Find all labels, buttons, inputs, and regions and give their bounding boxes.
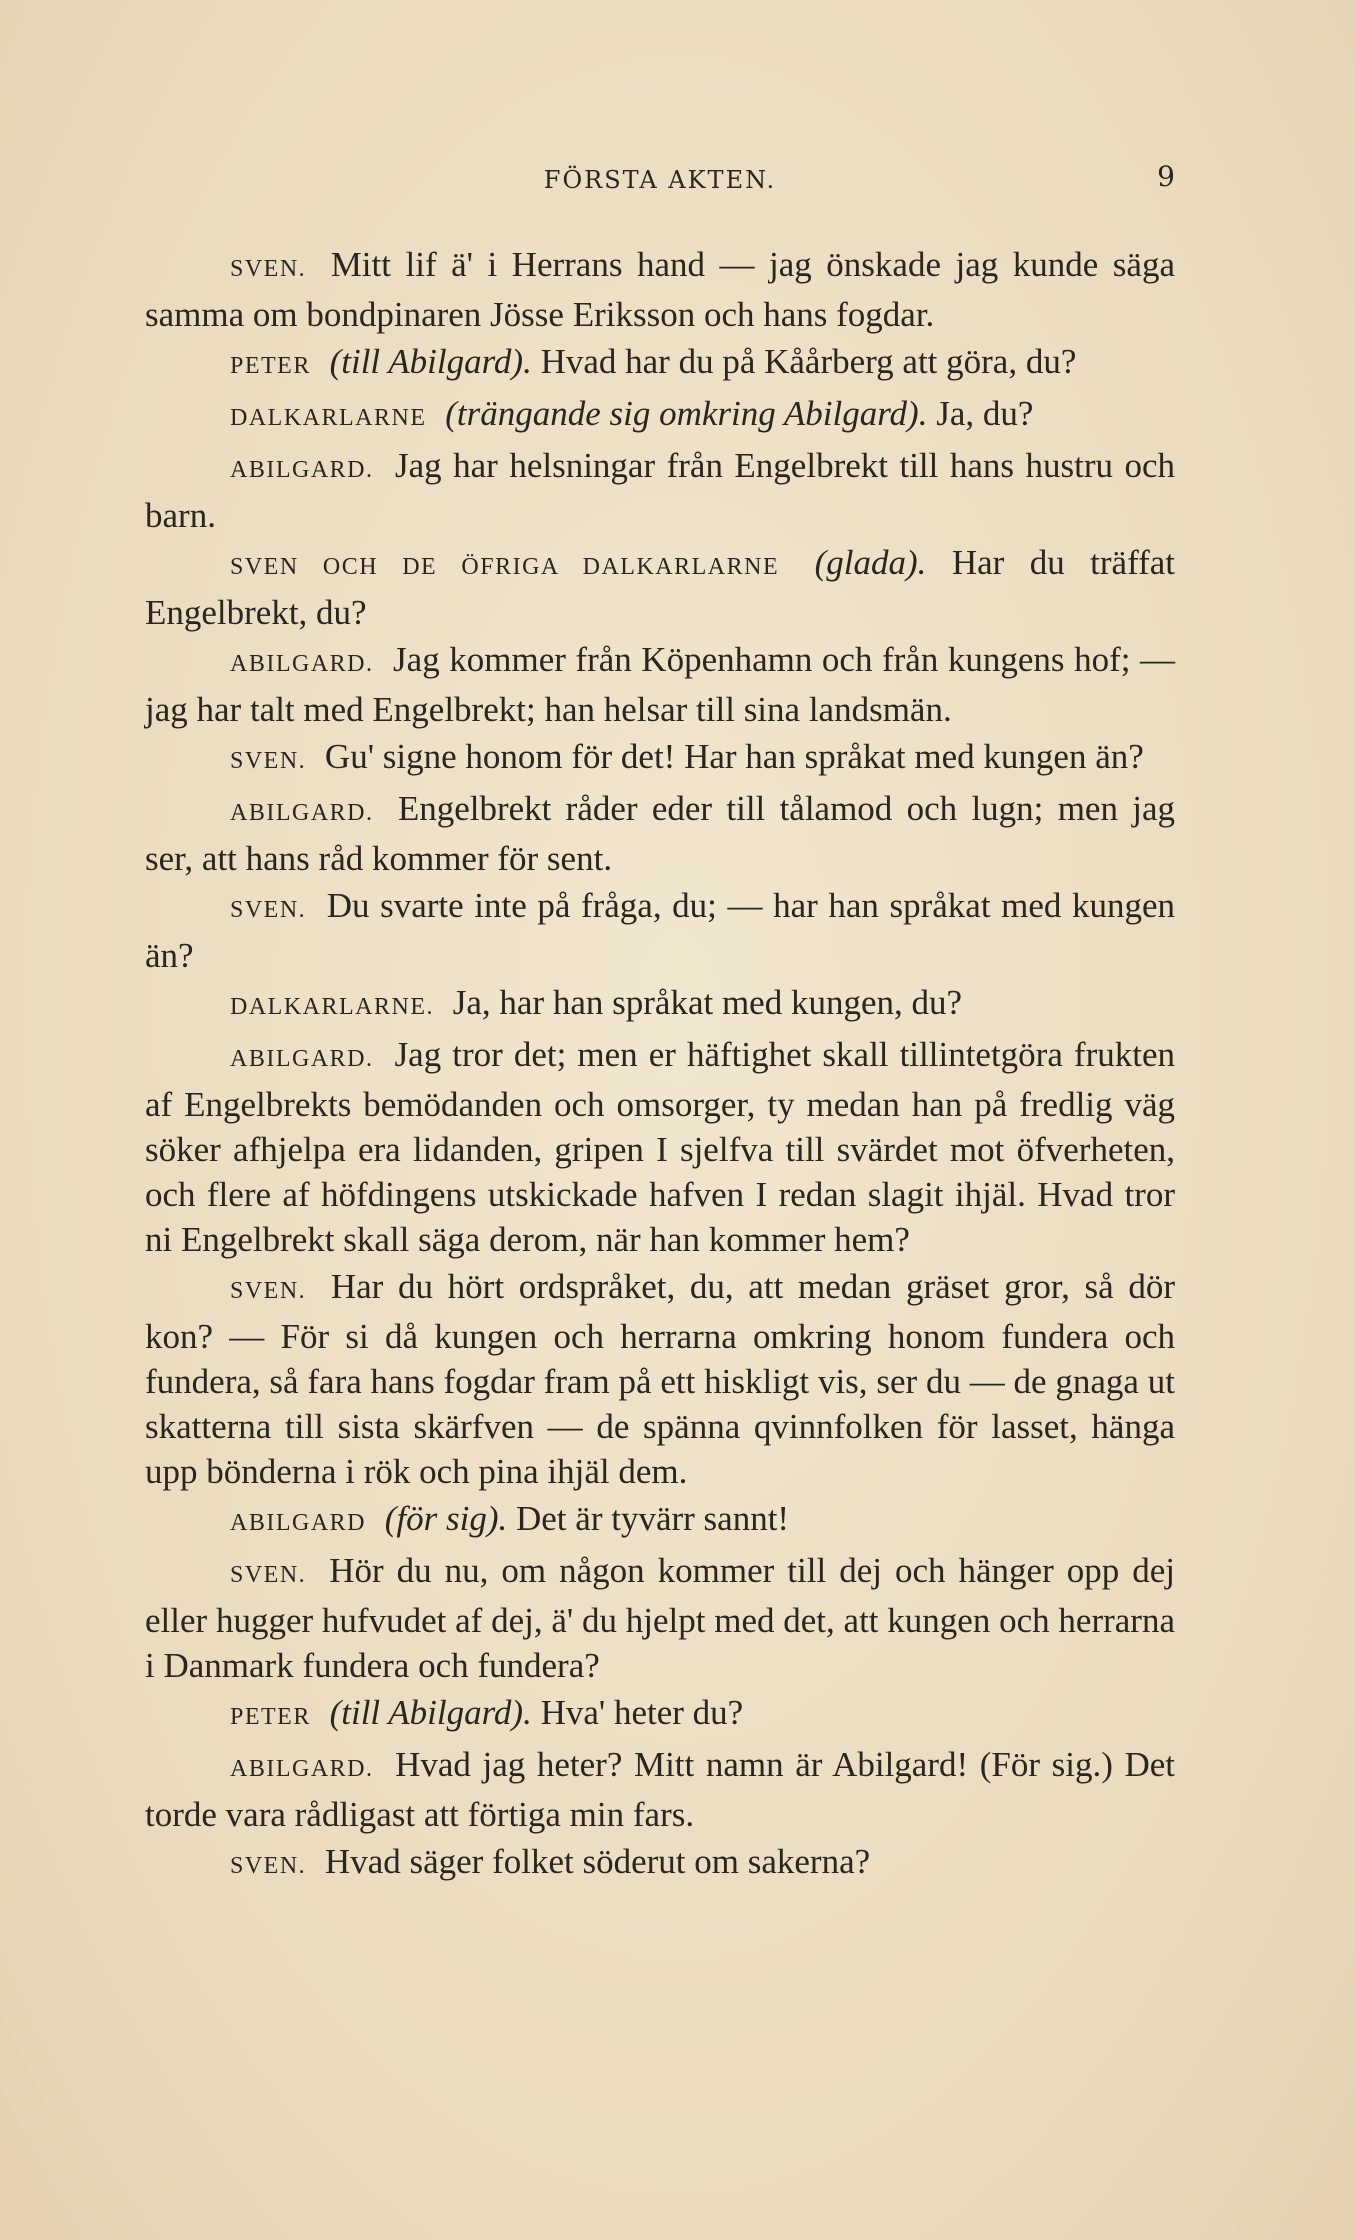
speech-text: Gu' signe honom för det! Har han språkat med kungen än?: [324, 737, 1144, 776]
speech-text: Jag kommer från Köpenhamn och från kungens hof; — jag har talt med Engelbrekt; han helsar till sina landsmän.: [145, 640, 1176, 729]
stage-direction: (glada).: [814, 543, 927, 582]
running-title: FÖRSTA AKTEN.: [543, 166, 777, 194]
speaker-name: ABILGARD.: [230, 457, 374, 483]
book-page: [145, 160, 1175, 1891]
speaker-name: SVEN.: [230, 897, 307, 923]
speech-text: Engelbrekt råder eder till tålamod och lugn; men jag ser, att hans råd kommer för sent.: [145, 789, 1176, 878]
speech-text: Det är tyvärr sannt!: [516, 1499, 790, 1538]
dialogue-line: [145, 339, 1175, 389]
speech-text: Har du hört ordspråket, du, att medan gräset gror, så dör kon? — För si då kungen och herrarna omkring honom fundera och fundera, så fara hans fogdar fram på ett hiskligt vis, ser du — de gnaga ut skatterna till sista skärfven — de spänna qvinnfolken för lasset, hänga upp bönderna i rök och pina ihjäl dem.: [145, 1267, 1176, 1491]
dialogue-line: [145, 540, 1175, 635]
speaker-name: ABILGARD: [230, 1510, 366, 1536]
speaker-name: ABILGARD.: [230, 800, 374, 826]
speaker-name: DALKARLARNE: [230, 405, 427, 431]
dialogue-line: [145, 1548, 1175, 1688]
speaker-name: ABILGARD.: [230, 651, 374, 677]
speech-text: Ja, har han språkat med kungen, du?: [452, 983, 963, 1022]
dialogue-line: [145, 637, 1175, 732]
speaker-name: SVEN.: [230, 1853, 307, 1879]
speech-text: Har du träffat Engelbrekt, du?: [145, 543, 1176, 632]
dialogue-line: [145, 1032, 1175, 1262]
speaker-name: SVEN.: [230, 1278, 307, 1304]
speech-text: Hvad jag heter? Mitt namn är Abilgard! (För sig.) Det torde vara rådligast att förtiga min fars.: [145, 1745, 1176, 1834]
dialogue-line: [145, 786, 1175, 881]
speech-text: Mitt lif ä' i Herrans hand — jag önskade jag kunde säga samma om bondpinaren Jösse Eriksson och hans fogdar.: [145, 245, 1175, 334]
speech-text: Ja, du?: [936, 394, 1034, 433]
speaker-name: SVEN.: [230, 748, 307, 774]
play-text: [145, 242, 1175, 1889]
speaker-name: SVEN.: [230, 256, 307, 282]
speaker-name: DALKARLARNE.: [230, 994, 434, 1020]
dialogue-line: [145, 1839, 1175, 1889]
stage-direction: (trängande sig omkring Abilgard).: [445, 394, 928, 433]
speaker-name: SVEN OCH DE ÖFRIGA DALKARLARNE: [230, 554, 780, 580]
speech-text: Hvad säger folket söderut om sakerna?: [324, 1842, 871, 1881]
speaker-name: ABILGARD.: [230, 1756, 374, 1782]
speech-text: Jag tror det; men er häftighet skall tillintetgöra frukten af Engelbrekts bemödanden och omsorger, ty medan han på fredlig väg söker afhjelpa era lidanden, gripen I sjelfva till svärdet mot öfverheten, och flere af höfdingens utskickade hafven I redan slagit ihjäl. Hvad tror ni Engelbrekt skall säga derom, när han kommer hem?: [145, 1035, 1175, 1259]
stage-direction: (till Abilgard).: [329, 1693, 532, 1732]
page-header: [145, 160, 1175, 210]
speech-text: Du svarte inte på fråga, du; — har han språkat med kungen än?: [145, 886, 1176, 975]
speaker-name: PETER: [230, 353, 311, 379]
dialogue-line: [145, 391, 1175, 441]
speech-text: Hva' heter du?: [540, 1693, 744, 1732]
stage-direction: (till Abilgard).: [329, 342, 532, 381]
stage-direction: (för sig).: [384, 1499, 508, 1538]
dialogue-line: [145, 443, 1175, 538]
dialogue-line: [145, 1690, 1175, 1740]
speech-text: Jag har helsningar från Engelbrekt till hans hustru och barn.: [145, 446, 1176, 535]
speech-text: Hör du nu, om någon kommer till dej och hänger opp dej eller hugger hufvudet af dej, ä' du hjelpt med det, att kungen och herrarna i Danmark fundera och fundera?: [145, 1551, 1175, 1685]
page-number: 9: [1157, 160, 1175, 193]
dialogue-line: [145, 883, 1175, 978]
dialogue-line: [145, 1264, 1175, 1494]
dialogue-line: [145, 1496, 1175, 1546]
speech-text: Hvad har du på Kåårberg att göra, du?: [540, 342, 1077, 381]
dialogue-line: [145, 242, 1175, 337]
dialogue-line: [145, 1742, 1175, 1837]
dialogue-line: [145, 980, 1175, 1030]
speaker-name: SVEN.: [230, 1562, 307, 1588]
speaker-name: PETER: [230, 1704, 311, 1730]
dialogue-line: [145, 734, 1175, 784]
speaker-name: ABILGARD.: [230, 1046, 374, 1072]
